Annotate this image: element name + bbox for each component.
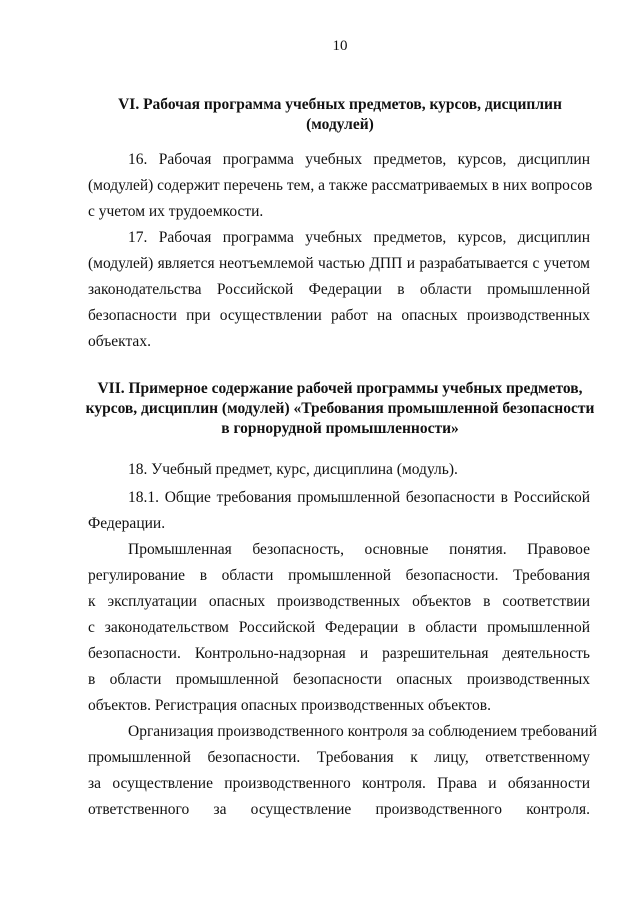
paragraph-line: регулирование в области промышленной безопасности. Требования xyxy=(88,567,590,584)
paragraph-line: (модулей) содержит перечень тем, а также рассматриваемых в них вопросов xyxy=(88,177,593,194)
paragraph-production-control xyxy=(88,719,598,823)
paragraph-line: объектов. Регистрация опасных производственных объектов. xyxy=(88,697,491,714)
heading-line: (модулей) xyxy=(306,116,374,133)
paragraph-line: объектах. xyxy=(88,333,151,350)
paragraph-industrial-safety xyxy=(88,537,590,719)
paragraph-line: промышленной безопасности. Требования к лицу, ответственному xyxy=(88,749,590,766)
paragraph-line: 16. Рабочая программа учебных предметов, курсов, дисциплин xyxy=(128,151,590,168)
paragraph-line: Промышленная безопасность, основные понятия. Правовое xyxy=(128,541,590,558)
heading-line: курсов, дисциплин (модулей) «Требования промышленной безопасности xyxy=(85,400,595,417)
paragraph-line: с учетом их трудоемкости. xyxy=(88,203,264,220)
page-number: 10 xyxy=(332,38,348,54)
paragraph-line: Организация производственного контроля за соблюдением требований xyxy=(128,723,598,740)
paragraph-line: безопасности. Контрольно-надзорная и разрешительная деятельность xyxy=(88,645,590,662)
paragraph-line: 18. Учебный предмет, курс, дисциплина (модуль). xyxy=(128,461,458,478)
paragraph-line: к эксплуатации опасных производственных объектов в соответствии xyxy=(88,593,590,610)
paragraph-line: безопасности при осуществлении работ на опасных производственных xyxy=(88,307,590,324)
paragraph-line: Федерации. xyxy=(88,515,166,532)
paragraph-16 xyxy=(88,147,593,225)
heading-line: VI. Рабочая программа учебных предметов, курсов, дисциплин xyxy=(118,96,562,113)
paragraph-line: с законодательством Российской Федерации в области промышленной xyxy=(88,619,590,636)
paragraph-line: в области промышленной безопасности опасных производственных xyxy=(88,671,590,688)
paragraph-18-1 xyxy=(88,485,590,537)
paragraph-line: (модулей) является неотъемлемой частью ДПП и разрабатывается с учетом xyxy=(88,255,590,272)
paragraph-line: 18.1. Общие требования промышленной безопасности в Российской xyxy=(128,489,590,506)
paragraph-18 xyxy=(88,457,590,483)
paragraph-line: ответственного за осуществление производственного контроля. xyxy=(88,801,590,818)
heading-line: VII. Примерное содержание рабочей программы учебных предметов, xyxy=(97,380,583,397)
paragraph-line: за осуществление производственного контроля. Права и обязанности xyxy=(88,775,590,792)
section-6-heading xyxy=(80,95,600,135)
paragraph-17 xyxy=(88,225,590,355)
section-7-heading xyxy=(80,379,600,439)
paragraph-line: 17. Рабочая программа учебных предметов, курсов, дисциплин xyxy=(128,229,590,246)
paragraph-line: законодательства Российской Федерации в области промышленной xyxy=(88,281,590,298)
heading-line: в горнорудной промышленности» xyxy=(221,420,459,437)
